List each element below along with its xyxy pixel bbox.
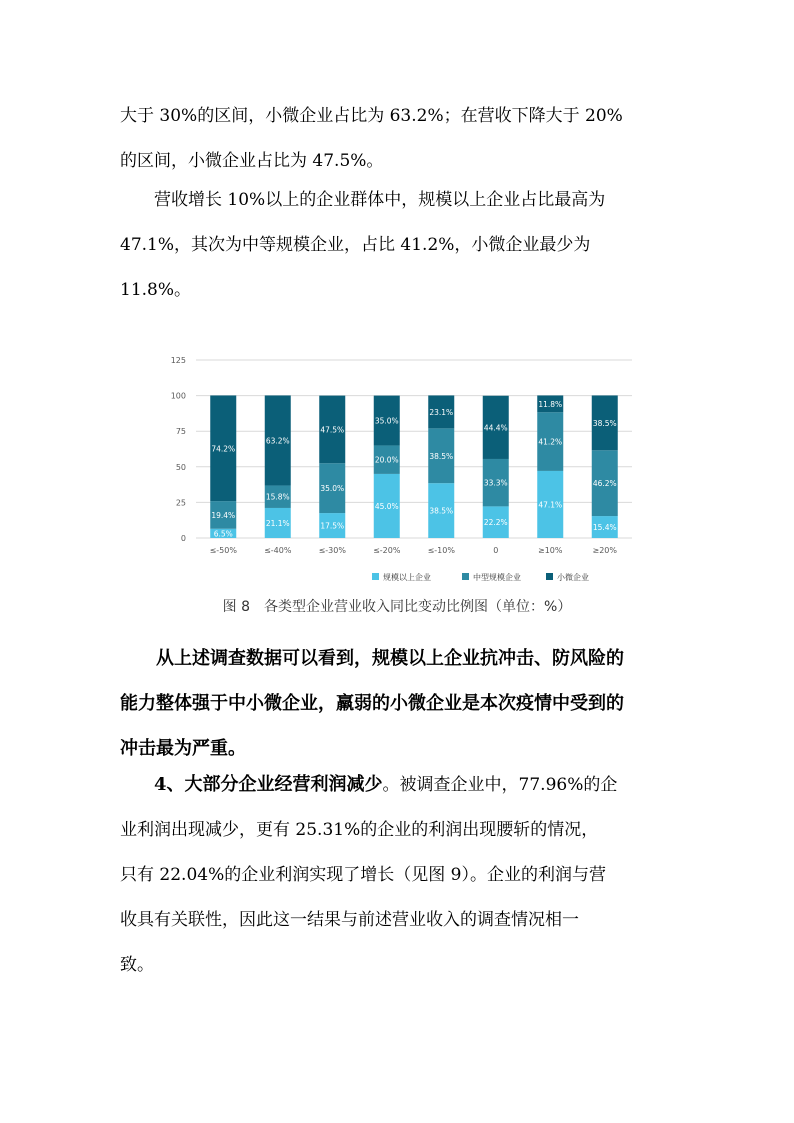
data-label: 33.3% bbox=[483, 478, 508, 488]
x-tick-label: ≤-30% bbox=[318, 546, 346, 555]
text-line: 大于 30%的区间，小微企业占比为 63.2%；在营收下降大于 20% bbox=[120, 106, 623, 126]
data-label: 19.4% bbox=[211, 510, 236, 520]
data-label: 63.2% bbox=[265, 436, 290, 446]
y-tick-label: 75 bbox=[175, 427, 186, 437]
text-line: 只有 22.04%的企业利润实现了增长（见图 9）。企业的利润与营 bbox=[120, 865, 606, 885]
x-tick-label: ≤-10% bbox=[427, 546, 455, 555]
data-label: 46.2% bbox=[592, 479, 617, 489]
text-line: 能力整体强于中小微企业，羸弱的小微企业是本次疫情中受到的 bbox=[120, 693, 624, 714]
text-line bbox=[120, 762, 672, 808]
text-line: 11.8%。 bbox=[120, 280, 192, 300]
legend-swatch bbox=[372, 573, 379, 580]
text-line: 业利润出现减少，更有 25.31%的企业的利润出现腰斩的情况， bbox=[120, 820, 599, 840]
data-label: 41.2% bbox=[538, 437, 563, 447]
y-tick-label: 100 bbox=[170, 391, 186, 401]
data-label: 35.0% bbox=[320, 484, 345, 494]
y-tick-label: 25 bbox=[175, 498, 186, 508]
paragraph-4 bbox=[120, 762, 672, 988]
x-tick-label: 0 bbox=[493, 546, 499, 555]
legend-label: 中型规模企业 bbox=[473, 573, 521, 582]
y-tick-label: 50 bbox=[175, 462, 186, 472]
paragraph-3 bbox=[120, 636, 672, 771]
text-line: 冲击最为严重。 bbox=[120, 738, 246, 759]
x-tick-label: ≤-20% bbox=[373, 546, 401, 555]
paragraph-1 bbox=[120, 94, 672, 184]
data-label: 6.5% bbox=[213, 529, 233, 539]
text-line: 的区间，小微企业占比为 47.5%。 bbox=[120, 151, 384, 171]
legend-label: 小微企业 bbox=[557, 573, 589, 582]
y-tick-label: 125 bbox=[170, 356, 186, 365]
legend-swatch bbox=[462, 573, 469, 580]
data-label: 21.1% bbox=[265, 518, 290, 528]
text-line: 从上述调查数据可以看到，规模以上企业抗冲击、防风险的 bbox=[156, 648, 624, 669]
data-label: 15.4% bbox=[592, 523, 617, 533]
x-tick-label: ≥20% bbox=[592, 546, 617, 555]
data-label: 17.5% bbox=[320, 521, 345, 531]
data-label: 22.2% bbox=[483, 518, 508, 528]
data-label: 44.4% bbox=[483, 423, 508, 433]
stacked-bar-chart bbox=[160, 340, 640, 590]
text-line: 致。 bbox=[120, 955, 154, 975]
data-label: 47.1% bbox=[538, 500, 563, 510]
data-label: 47.5% bbox=[320, 425, 345, 435]
data-label: 23.1% bbox=[429, 407, 454, 417]
x-tick-label: ≤-40% bbox=[264, 546, 292, 555]
x-tick-label: ≤-50% bbox=[209, 546, 237, 555]
text-line: 收具有关联性，因此这一结果与前述营业收入的调查情况相一 bbox=[120, 910, 579, 930]
data-label: 45.0% bbox=[374, 501, 399, 511]
data-label: 11.8% bbox=[538, 399, 563, 409]
paragraph-2 bbox=[120, 178, 672, 313]
text-line: 营收增长 10%以上的企业群体中，规模以上企业占比最高为 bbox=[154, 190, 606, 210]
data-label: 38.5% bbox=[429, 506, 454, 516]
paragraph-4-lead: 4、大部分企业经营利润减少 bbox=[154, 774, 383, 795]
figure-caption: 图 8 各类型企业营业收入同比变动比例图（单位：%） bbox=[222, 599, 572, 615]
data-label: 38.5% bbox=[429, 451, 454, 461]
x-tick-label: ≥10% bbox=[538, 546, 563, 555]
data-label: 38.5% bbox=[592, 418, 617, 428]
legend-swatch bbox=[546, 573, 553, 580]
legend-label: 规模以上企业 bbox=[383, 573, 431, 582]
data-label: 74.2% bbox=[211, 444, 236, 454]
text-line: 47.1%，其次为中等规模企业，占比 41.2%，小微企业最少为 bbox=[120, 235, 591, 255]
paragraph-4-first-rest: 。被调查企业中，77.96%的企 bbox=[382, 775, 618, 795]
data-label: 20.0% bbox=[374, 455, 399, 465]
data-label: 35.0% bbox=[374, 416, 399, 426]
data-label: 15.8% bbox=[265, 492, 290, 502]
y-tick-label: 0 bbox=[180, 534, 186, 543]
